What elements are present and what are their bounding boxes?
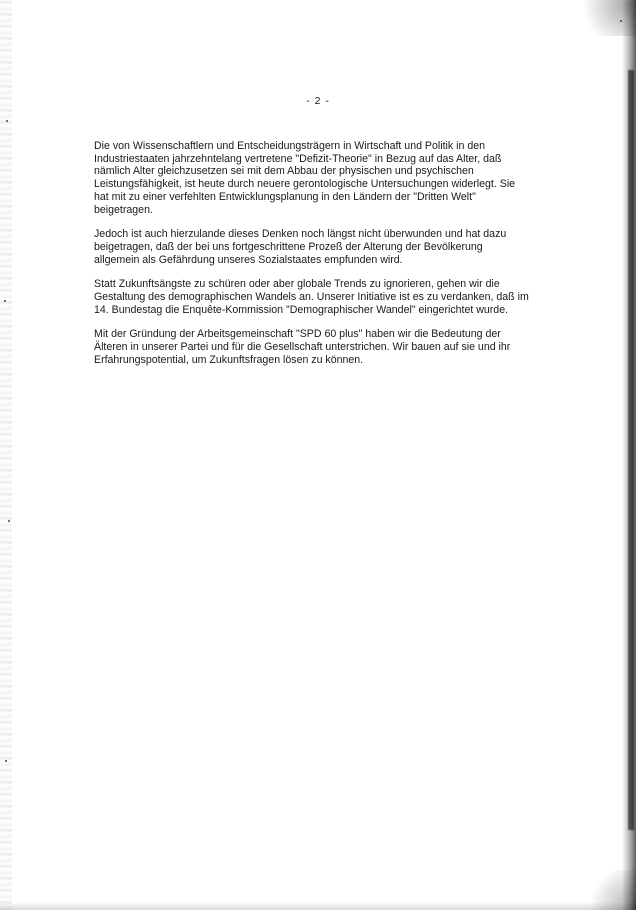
scan-speck [5,760,7,762]
page-number: - 2 - [306,95,330,107]
scan-speck [8,520,10,522]
scan-corner-top-right [566,0,636,36]
scan-speck [6,120,8,122]
scan-edge-left [0,0,12,910]
paragraph: Statt Zukunftsängste zu schüren oder aber globale Trends zu ignorieren, gehen wir die Gestaltung des demographischen Wandels an. Unserer Initiative ist es zu verdanken, daß im 14. Bundestag die Enquête-Kommission "Demographischer Wandel" eingerichtet wurde. [94,278,529,316]
paragraph: Die von Wissenschaftlern und Entscheidungsträgern in Wirtschaft und Politik in den Industriestaaten jahrzehntelang vertretene "Defizit-Theorie" in Bezug auf das Alter, daß nämlich Alter gleichzusetzen sei mit dem Abbau der physischen und psychischen Leistungsfähigkeit, ist heute durch neuere gerontologische Untersuchungen widerlegt. Sie hat mit zu einer verfehlten Entwicklungsplanung in den Ländern der "Dritten Welt" beigetragen. [94,140,516,216]
scan-edge-right-shadow [628,70,634,830]
paragraph: Jedoch ist auch hierzulande dieses Denken noch längst nicht überwunden und hat dazu beigetragen, daß der bei uns fortgeschrittene Prozeß der Alterung der Bevölkerung allgemein als Gefährdung unseres Sozialstaates empfunden wird. [94,228,507,266]
scan-edge-bottom [0,902,636,910]
scan-speck [4,300,6,302]
scan-speck [620,20,622,22]
paragraph: Mit der Gründung der Arbeitsgemeinschaft "SPD 60 plus" haben wir die Bedeutung der Älteren in unserer Partei und für die Gesellschaft unterstrichen. Wir bauen auf sie und ihr Erfahrungspotential, um Zukunftsfragen lösen zu können. [94,328,511,366]
body-text [94,140,529,379]
